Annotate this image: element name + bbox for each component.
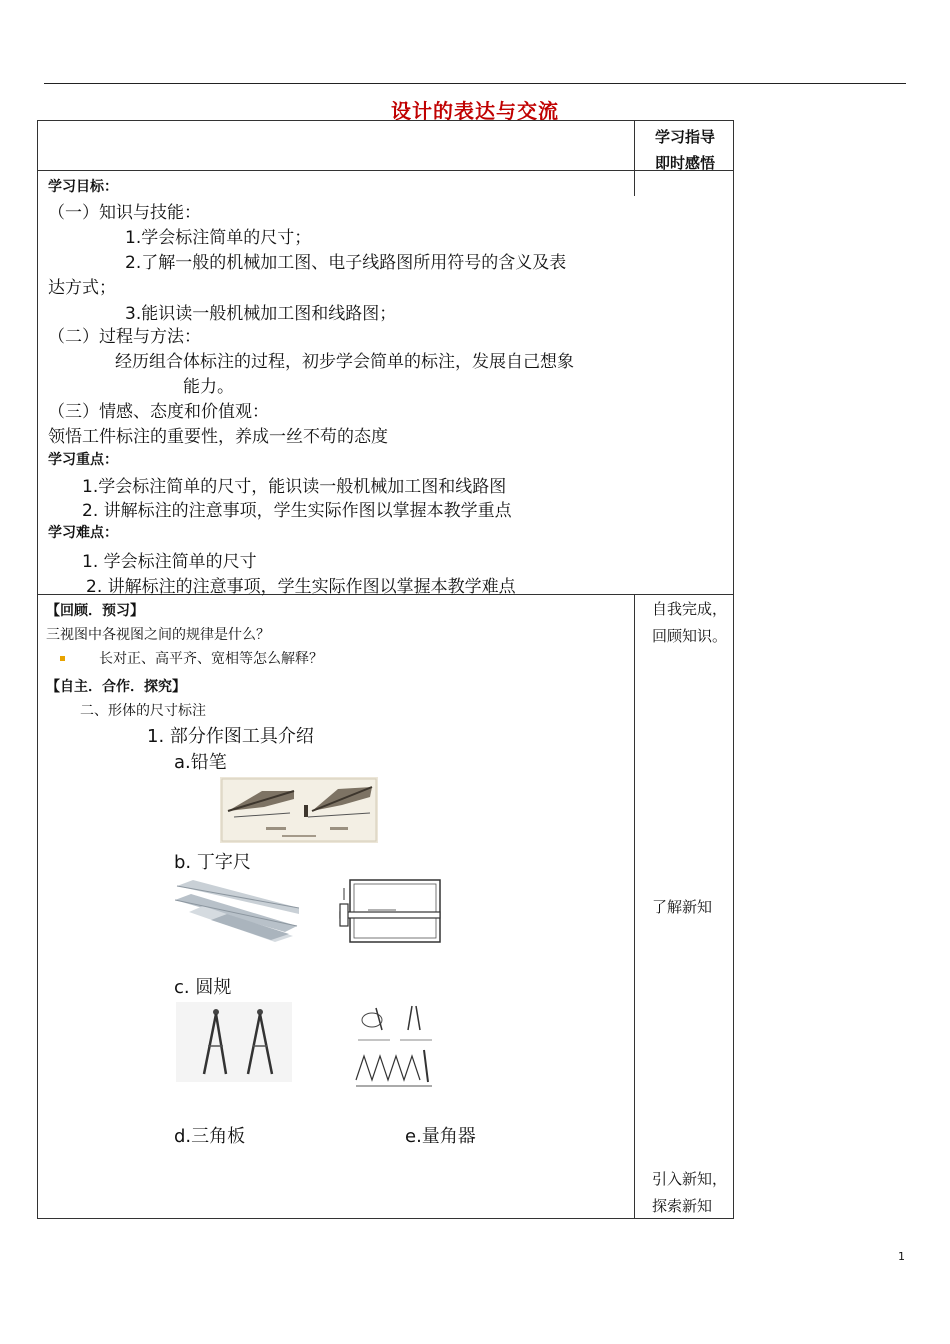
- goals-item2a: 2.了解一般的机械加工图、电子线路图所用符号的含义及表: [125, 253, 567, 273]
- compass-usage-diagram: [350, 1000, 438, 1096]
- header-rule: [44, 83, 906, 84]
- review-question: 三视图中各视图之间的规律是什么？: [46, 627, 270, 643]
- side-note-review-line1: 自我完成，: [652, 600, 728, 618]
- column-divider-bottom: [634, 594, 635, 1219]
- tool-c-label: c. 圆规: [174, 977, 232, 998]
- key-point-1: 1.学会标注简单的尺寸，能识读一般机械加工图和线路图: [82, 477, 507, 497]
- side-note-review: [652, 596, 728, 650]
- header-row-divider: [37, 170, 734, 171]
- side-note-new-line1: 了解新知: [652, 898, 713, 916]
- review-heading: 【回顾．预习】: [46, 603, 144, 619]
- goals-sec3-text: 领悟工件标注的重要性，养成一丝不苟的态度: [48, 427, 388, 447]
- key-point-2: 2. 讲解标注的注意事项，学生实际作图以掌握本教学重点: [82, 501, 512, 521]
- key-points-heading: 学习重点：: [48, 452, 118, 468]
- explore-point1: 1. 部分作图工具介绍: [147, 726, 314, 747]
- explore-subtitle: 二、形体的尺寸标注: [80, 703, 206, 719]
- goals-item3: 3.能识读一般机械加工图和线路图；: [125, 304, 397, 324]
- goals-sec2-title: （二）过程与方法：: [48, 327, 201, 347]
- goals-sec2-text-a: 经历组合体标注的过程，初步学会简单的标注，发展自己想象: [115, 352, 574, 372]
- review-bullet: 长对正、高平齐、宽相等怎么解释？: [99, 651, 323, 667]
- difficult-points-heading: 学习难点：: [48, 525, 118, 541]
- explore-heading: 【自主．合作．探究】: [46, 679, 186, 695]
- goals-sec3-title: （三）情感、态度和价值观：: [48, 402, 269, 422]
- difficult-point-1: 1. 学会标注简单的尺寸: [82, 552, 257, 572]
- difficult-point-2: 2. 讲解标注的注意事项，学生实际作图以掌握本教学难点: [86, 577, 516, 597]
- document-title: 设计的表达与交流: [391, 99, 559, 123]
- side-column-header: [640, 124, 730, 176]
- tool-a-label: a.铅笔: [174, 752, 227, 773]
- tool-b-label: b. 丁字尺: [174, 852, 251, 873]
- t-square-diagram: [338, 876, 444, 946]
- goals-heading: 学习目标：: [48, 179, 118, 195]
- goals-sec1-title: （一）知识与技能：: [48, 203, 201, 223]
- side-note-explore: [652, 1166, 728, 1220]
- goals-item1: 1.学会标注简单的尺寸；: [125, 228, 312, 248]
- pencil-image: [220, 777, 378, 843]
- side-header-line2: 即时感悟: [654, 154, 715, 172]
- compass-photo: [176, 1002, 292, 1082]
- side-note-new: [652, 894, 728, 921]
- column-divider-top: [634, 120, 635, 196]
- side-note-explore-line1: 引入新知，: [652, 1170, 728, 1188]
- t-square-photo: [175, 878, 299, 944]
- side-header-line1: 学习指导: [654, 128, 715, 146]
- page-number: 1: [898, 1250, 905, 1263]
- side-note-explore-line2: 探索新知: [652, 1197, 713, 1215]
- side-note-review-line2: 回顾知识。: [652, 627, 728, 645]
- bullet-icon: [60, 656, 65, 661]
- tool-d-label: d.三角板: [174, 1126, 246, 1147]
- goals-item2b: 达方式；: [48, 278, 116, 298]
- goals-sec2-text-b: 能力。: [183, 377, 234, 397]
- tool-e-label: e.量角器: [405, 1126, 476, 1147]
